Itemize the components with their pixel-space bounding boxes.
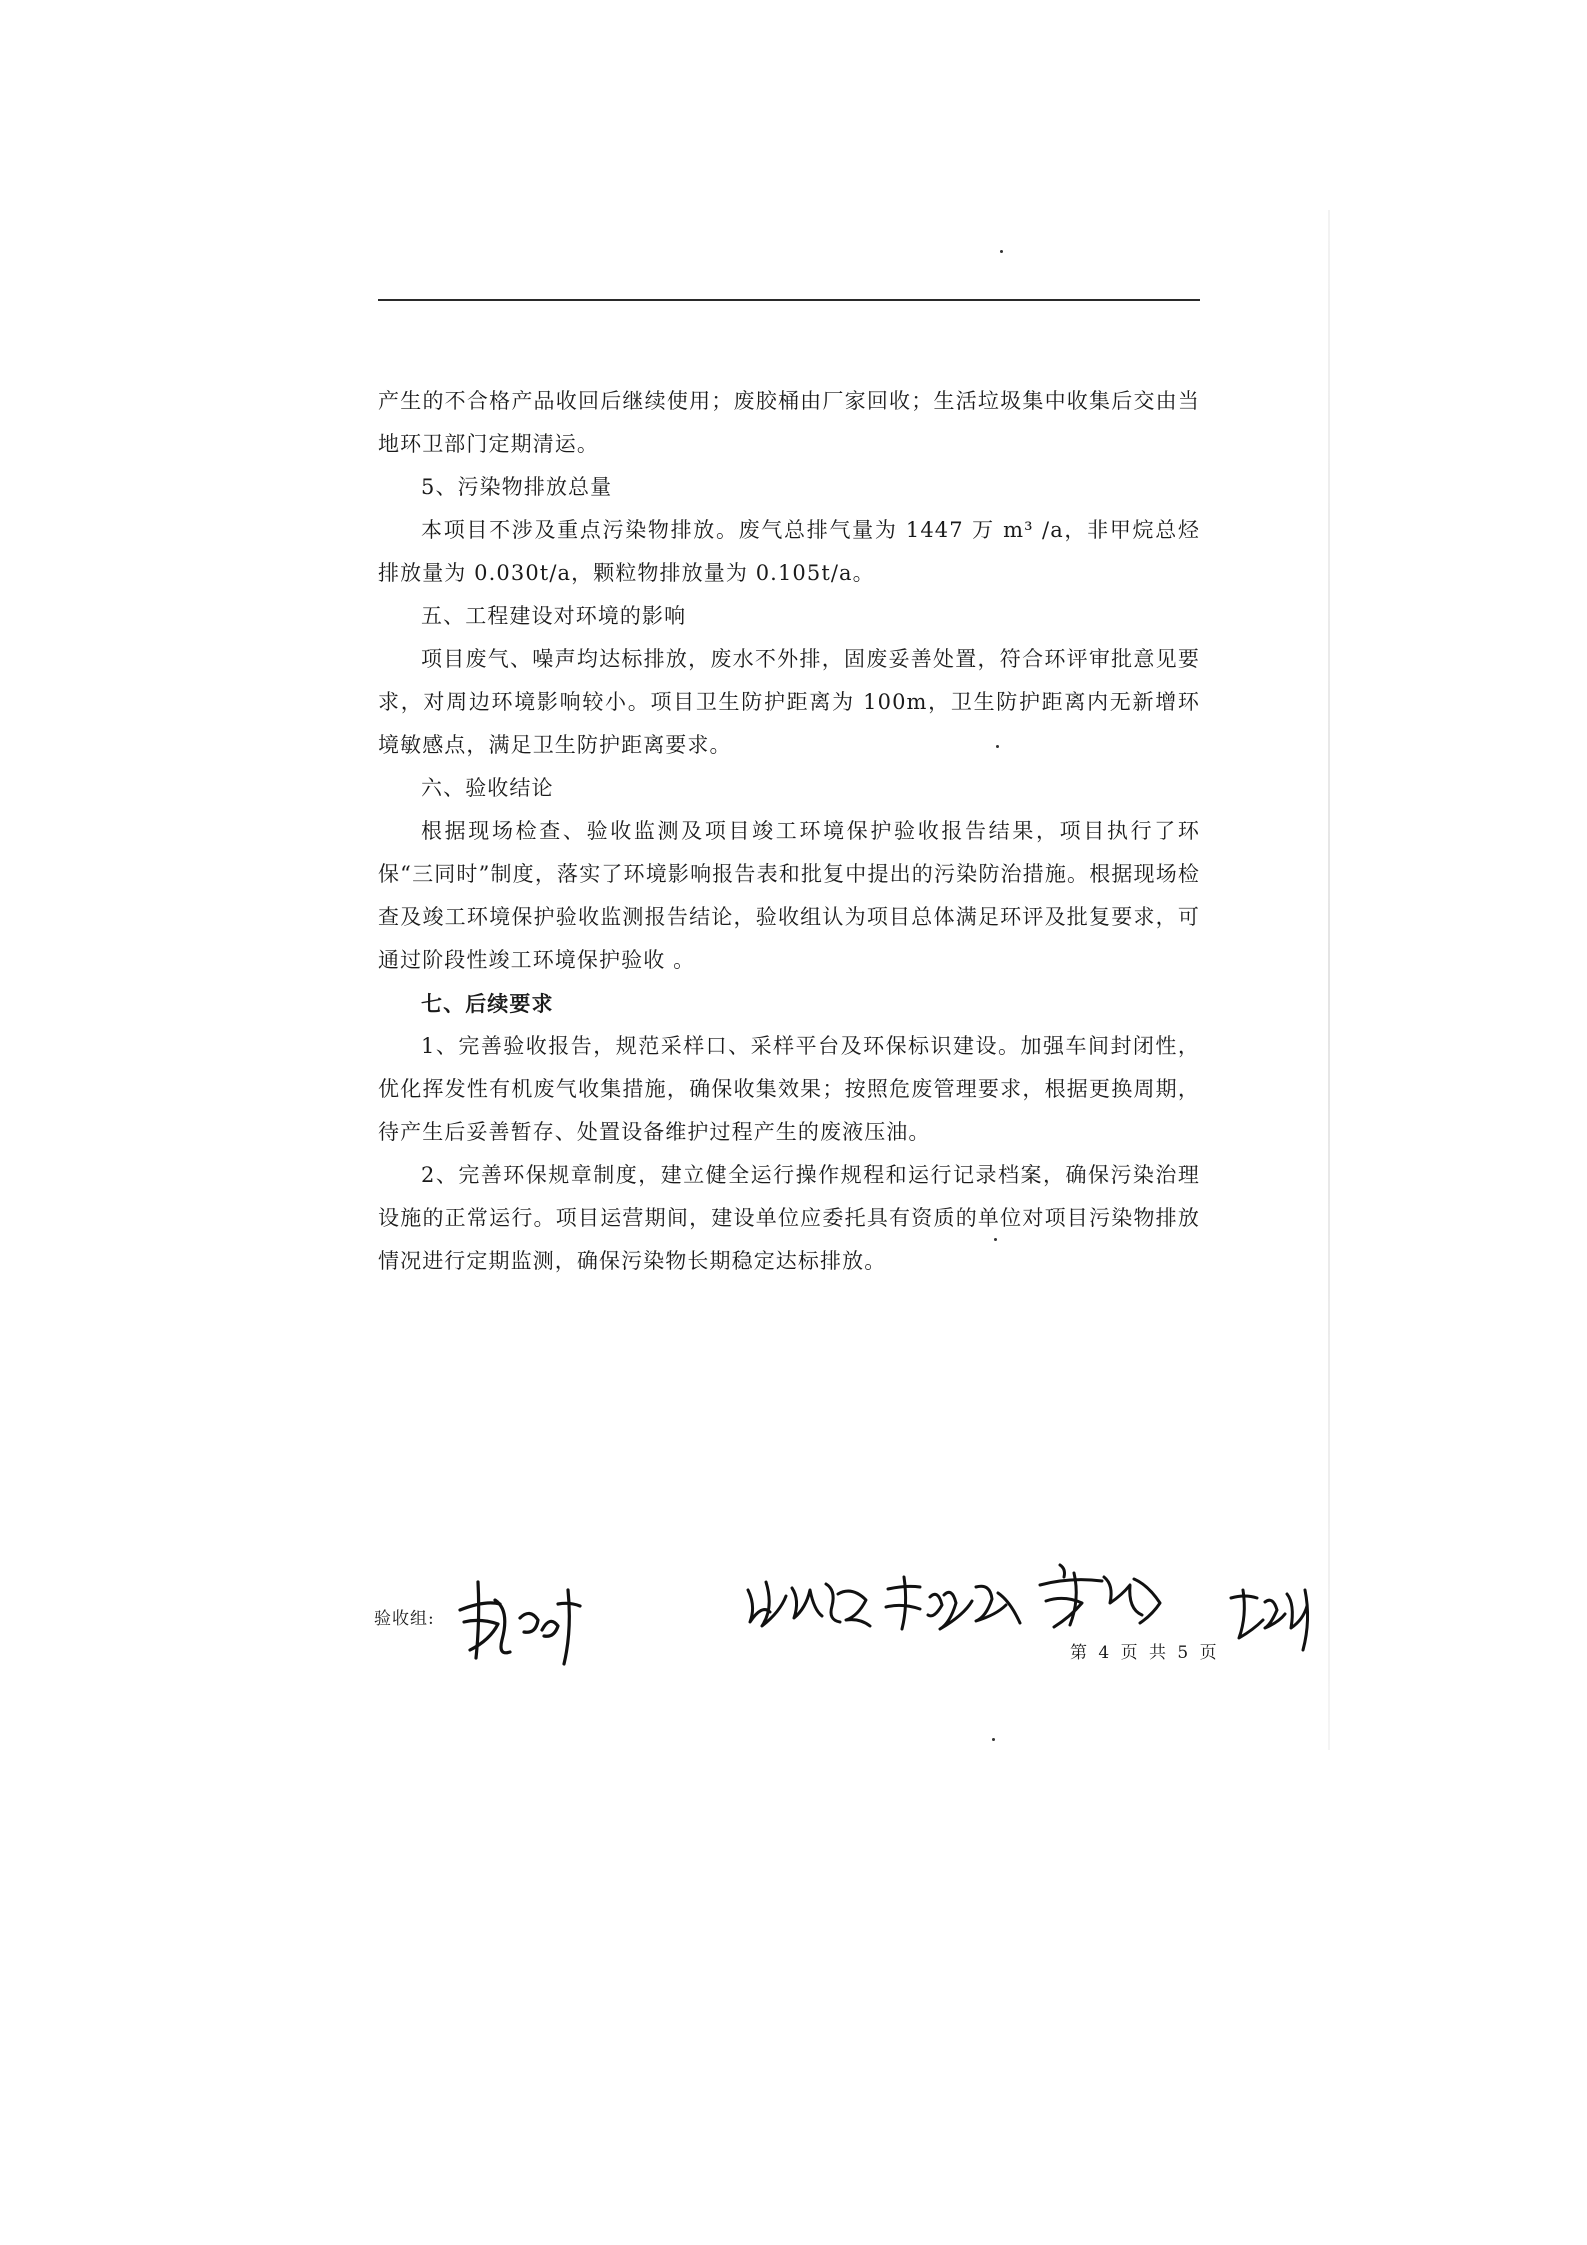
document-body: [378, 380, 1200, 1283]
section-5-heading: 5、污染物排放总量: [421, 475, 613, 499]
signature-5: [1225, 1580, 1325, 1655]
signature-4: [1030, 1555, 1170, 1640]
page-number: 第 4 页 共 5 页: [1070, 1643, 1220, 1663]
section-seven-heading: 七、后续要求: [421, 991, 554, 1016]
header-rule: [378, 299, 1200, 301]
signature-3: [880, 1565, 1030, 1640]
section-5-paragraph: 本项目不涉及重点污染物排放。废气总排气量为 1447 万 m³ /a，非甲烷总烃排放量为 0.030t/a，颗粒物排放量为 0.105t/a。: [378, 518, 1200, 585]
scan-speck: [1000, 250, 1003, 253]
section-five-paragraph: 项目废气、噪声均达标排放，废水不外排，固废妥善处置，符合环评审批意见要求，对周边环境影响较小。项目卫生防护距离为 100m，卫生防护距离内无新增环境敏感点，满足卫生防护距离要求。: [378, 647, 1200, 757]
section-six-paragraph: 根据现场检查、验收监测及项目竣工环境保护验收报告结果，项目执行了环保“三同时”制度，落实了环境影响报告表和批复中提出的污染防治措施。根据现场检查及竣工环境保护验收监测报告结论，验收组认为项目总体满足环评及批复要求，可通过阶段性竣工环境保护验收 。: [378, 819, 1200, 972]
requirement-1: 1、完善验收报告，规范采样口、采样平台及环保标识建设。加强车间封闭性，优化挥发性有机废气收集措施，确保收集效果；按照危废管理要求，根据更换周期，待产生后妥善暂存、处置设备维护过程产生的废液压油。: [378, 1034, 1200, 1144]
signature-2: [740, 1560, 875, 1635]
scan-speck: [992, 1738, 995, 1741]
section-six-heading: 六、验收结论: [421, 776, 554, 800]
scan-edge: [1328, 210, 1330, 1750]
signatures-label: 验收组:: [374, 1609, 435, 1629]
signature-1: [440, 1560, 600, 1670]
section-five-heading: 五、工程建设对环境的影响: [421, 604, 687, 628]
intro-paragraph: 产生的不合格产品收回后继续使用；废胶桶由厂家回收；生活垃圾集中收集后交由当地环卫部门定期清运。: [378, 389, 1200, 456]
requirement-2: 2、完善环保规章制度，建立健全运行操作规程和运行记录档案，确保污染治理设施的正常运行。项目运营期间，建设单位应委托具有资质的单位对项目污染物排放情况进行定期监测，确保污染物长期稳定达标排放。: [378, 1163, 1200, 1273]
